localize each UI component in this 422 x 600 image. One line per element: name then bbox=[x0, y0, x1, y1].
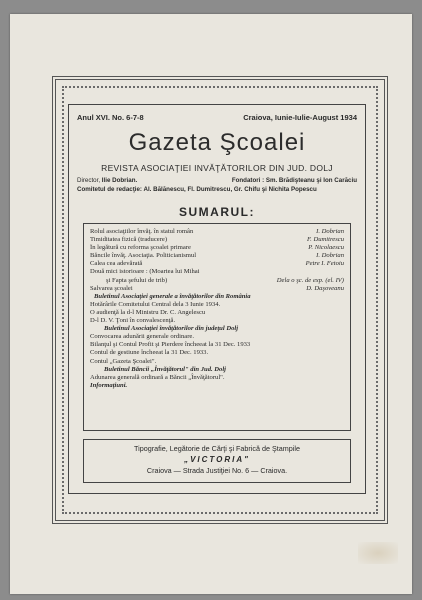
issue-header bbox=[77, 113, 357, 122]
toc-entry: şi Fapta şefului de trib) Dela o şc. de exp. (el. IV) bbox=[106, 276, 344, 284]
magazine-cover bbox=[10, 14, 412, 594]
printer-name: „VICTORIA" bbox=[184, 455, 250, 464]
cover-content-box bbox=[68, 104, 366, 494]
director-name: Ilie Dobrian. bbox=[101, 177, 138, 184]
toc-section-heading: Buletinul Asociaţiei învăţătorilor din judeţul Dolj bbox=[104, 325, 239, 333]
toc-section-heading: Buletinul Băncii „Învăţătorul" din Jud. Dolj bbox=[104, 365, 227, 373]
magazine-title: Gazeta Şcoalei bbox=[128, 129, 306, 156]
founders-line: Fondatori : Sm. Brădişteanu şi Ion Carăciu bbox=[231, 177, 357, 184]
table-of-contents bbox=[83, 223, 351, 431]
toc-entry: Contul de gestiune încheeat la 31 Dec. 1933. bbox=[90, 349, 209, 357]
toc-entry: Contul „Gazeta Şcoalei". bbox=[90, 357, 157, 365]
toc-entry: Băncile învăţ. Asociaţia. Politicianismul I. Dobrian bbox=[90, 252, 344, 260]
toc-entry: Adunarea generală ordinară a Băncii „Învăţătorul". bbox=[90, 373, 225, 381]
toc-entry: O audienţă la d-l Ministru Dr. C. Angelescu bbox=[90, 308, 206, 316]
director-label: Director, bbox=[77, 177, 101, 184]
toc-entry: D-l D. V. Ţoni în convalescenţă. bbox=[90, 317, 176, 325]
toc-entry: Două mici istorioare : (Moartea lui Mihai bbox=[90, 268, 200, 276]
toc-entry: Hotărârile Comitetului Central dela 3 Iunie 1934. bbox=[90, 300, 221, 308]
printer-address: Craiova — Strada Justiţiei No. 6 — Craiova. bbox=[146, 466, 288, 475]
toc-entry: Rolul asociaţiilor învăţ. în statul român I. Dobrian bbox=[90, 228, 344, 235]
issue-date: Craiova, Iunie-Iulie-August 1934 bbox=[243, 113, 357, 122]
toc-section-heading: Buletinul Asociaţiei generale a învăţătorilor din România bbox=[94, 292, 251, 300]
toc-entry: Bilanţul şi Contul Profit şi Pierdere încheeat la 31 Dec. 1933 bbox=[90, 341, 251, 349]
imprint-line: Tipografie, Legătorie de Cărţi şi Fabrică de Ştampile bbox=[134, 444, 300, 453]
toc-entry: Salvarea şcoalei D. Daşoveanu bbox=[90, 284, 344, 292]
toc-entry: În legătură cu reforma şcoalei primare P. Nicolaescu bbox=[90, 244, 344, 252]
toc-entry: Calea cea adevărată Petre I. Fetoiu bbox=[90, 260, 344, 268]
paper-stain bbox=[358, 542, 398, 564]
toc-entry: Convocarea adunării generale ordinare. bbox=[90, 333, 194, 341]
toc-entry: Timiditatea fizică (traducere) F. Dumitrescu bbox=[90, 236, 344, 244]
summary-heading: SUMARUL: bbox=[179, 205, 255, 219]
printer-imprint bbox=[83, 439, 351, 483]
magazine-subtitle: REVISTA ASOCIAŢIEI INVĂŢĂTORILOR DIN JUD. DOLJ bbox=[101, 163, 333, 173]
issue-number: Anul XVI. No. 6-7-8 bbox=[77, 113, 144, 122]
committee-line: Comitetul de redacţie: Al. Bălănescu, Fl. Dumitrescu, Gr. Chifu şi Nichita Popescu bbox=[77, 185, 317, 193]
toc-entry: Informaţiuni. bbox=[90, 381, 128, 389]
credits-block bbox=[77, 177, 357, 194]
